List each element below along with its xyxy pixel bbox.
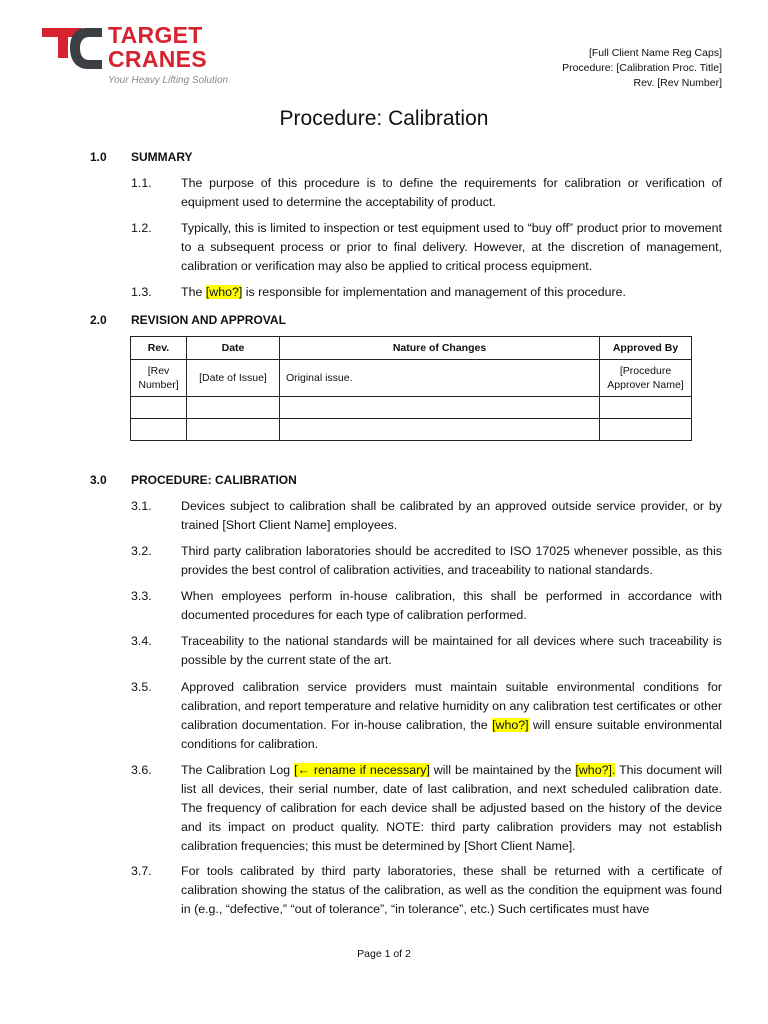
- logo-word-cranes: CRANES: [108, 46, 207, 72]
- paragraph-3-4: [131, 632, 722, 670]
- table-header-row: [131, 337, 692, 360]
- paragraph-text: [181, 761, 722, 856]
- paragraph-number: 3.5.: [131, 680, 152, 694]
- paragraph-text: Typically, this is limited to inspection or test equipment used to “buy off” product prior to movement to a subsequent process or prior to final delivery. However, at the discretion of management, calibration or verification may also be applied to critical process equipment.: [181, 221, 722, 273]
- logo-tagline: Your Heavy Lifting Solution: [108, 75, 229, 86]
- text-run: Approved calibration service providers must maintain suitable environmental conditions for calibration, and report temperature and relative humidity on any calibration test certificates or other calibration documentation. For in-house calibration, the: [181, 680, 722, 732]
- cell-rev: [131, 397, 187, 419]
- paragraph-text: When employees perform in-house calibration, this shall be performed in accordance with documented procedures for each type of calibration performed.: [181, 589, 722, 622]
- text-run: The: [181, 285, 206, 299]
- client-name: [Full Client Name Reg Caps]: [588, 47, 722, 59]
- paragraph-number: 1.3.: [131, 285, 152, 299]
- col-header-date: Date: [187, 337, 280, 360]
- cell-nature-of-changes: [280, 419, 600, 441]
- company-logo: [42, 24, 242, 94]
- section-number: 1.0: [90, 150, 107, 164]
- section-title: PROCEDURE: CALIBRATION: [131, 473, 297, 487]
- highlighted-placeholder: [← rename if necessary]: [294, 763, 430, 777]
- paragraph-number: 3.1.: [131, 499, 152, 513]
- paragraph-number: 3.3.: [131, 589, 152, 603]
- revision-table: [130, 336, 692, 441]
- paragraph-text: The purpose of this procedure is to define the requirements for calibration or verification of equipment used to determine the acceptability of product.: [181, 176, 722, 209]
- section-heading-revision: [90, 313, 286, 327]
- paragraph-1-2: [131, 219, 722, 276]
- paragraph-3-5: [131, 678, 722, 754]
- table-row: [131, 360, 692, 397]
- target-cranes-logo-mark: [42, 24, 106, 72]
- text-run: will be maintained by the: [429, 763, 576, 777]
- cell-approved-by: [Procedure Approver Name]: [600, 360, 692, 397]
- cell-nature-of-changes: Original issue.: [280, 360, 600, 397]
- section-heading-summary: [90, 150, 193, 164]
- highlighted-placeholder: [who?]: [205, 285, 243, 299]
- highlighted-placeholder: [who?]: [492, 718, 529, 732]
- paragraph-1-1: [131, 174, 722, 212]
- paragraph-1-3: [131, 283, 722, 302]
- paragraph-number: 3.6.: [131, 763, 152, 777]
- paragraph-3-1: [131, 497, 722, 535]
- page-number-footer: Page 1 of 2: [357, 948, 411, 960]
- paragraph-text: For tools calibrated by third party laboratories, these shall be returned with a certificate of calibration showing the status of the calibration, as well as the condition the equipment was found in (e.g., “defective,” “out of tolerance”, “in tolerance”, etc.) Such certificates must have: [181, 864, 722, 916]
- paragraph-text: Traceability to the national standards will be maintained for all devices where such traceability is possible by the current state of the art.: [181, 634, 722, 667]
- revision-ref: Rev. [Rev Number]: [633, 77, 722, 89]
- col-header-nature-of-changes: Nature of Changes: [280, 337, 600, 360]
- section-number: 2.0: [90, 313, 107, 327]
- cell-rev: [Rev Number]: [131, 360, 187, 397]
- paragraph-3-7: [131, 862, 722, 919]
- cell-date: [187, 397, 280, 419]
- paragraph-text: Third party calibration laboratories should be accredited to ISO 17025 whenever possible, as this provides the best control of calibration activities, and traceability to national standards.: [181, 544, 722, 577]
- section-title: REVISION AND APPROVAL: [131, 313, 286, 327]
- paragraph-3-2: [131, 542, 722, 580]
- cell-date: [Date of Issue]: [187, 360, 280, 397]
- section-number: 3.0: [90, 473, 107, 487]
- section-heading-procedure: [90, 473, 297, 487]
- cell-approved-by: [600, 419, 692, 441]
- highlighted-placeholder: [who?].: [575, 763, 616, 777]
- text-run: The Calibration Log: [181, 763, 295, 777]
- col-header-rev: Rev.: [131, 337, 187, 360]
- paragraph-number: 1.2.: [131, 221, 152, 235]
- paragraph-text: [181, 678, 722, 754]
- paragraph-number: 1.1.: [131, 176, 152, 190]
- col-header-approved-by: Approved By: [600, 337, 692, 360]
- header-client-info: [562, 46, 722, 91]
- paragraph-text: [181, 283, 722, 302]
- paragraph-text: Devices subject to calibration shall be calibrated by an approved outside service provider, or by trained [Short Client Name] employees.: [181, 499, 722, 532]
- procedure-title-ref: Procedure: [Calibration Proc. Title]: [562, 62, 722, 74]
- text-run: is responsible for implementation and management of this procedure.: [242, 285, 626, 299]
- logo-word-target: TARGET: [108, 22, 203, 48]
- cell-date: [187, 419, 280, 441]
- table-row: [131, 419, 692, 441]
- paragraph-3-3: [131, 587, 722, 625]
- paragraph-3-6: [131, 761, 722, 856]
- section-title: SUMMARY: [131, 150, 193, 164]
- cell-nature-of-changes: [280, 397, 600, 419]
- paragraph-number: 3.7.: [131, 864, 152, 878]
- cell-rev: [131, 419, 187, 441]
- paragraph-number: 3.2.: [131, 544, 152, 558]
- document-title: Procedure: Calibration: [279, 107, 489, 130]
- text-run: This document will list all devices, their serial number, date of last calibration, and next scheduled calibration date. The frequency of calibration for each device shall be adjusted based on the history of the device and its impact on product quality. NOTE: third party calibration providers may not establish calibration frequencies; this must be determined by [Short Client Name].: [181, 763, 722, 853]
- cell-approved-by: [600, 397, 692, 419]
- text-run: will ensure suitable environmental conditions for calibration.: [181, 718, 722, 751]
- paragraph-number: 3.4.: [131, 634, 152, 648]
- table-row: [131, 397, 692, 419]
